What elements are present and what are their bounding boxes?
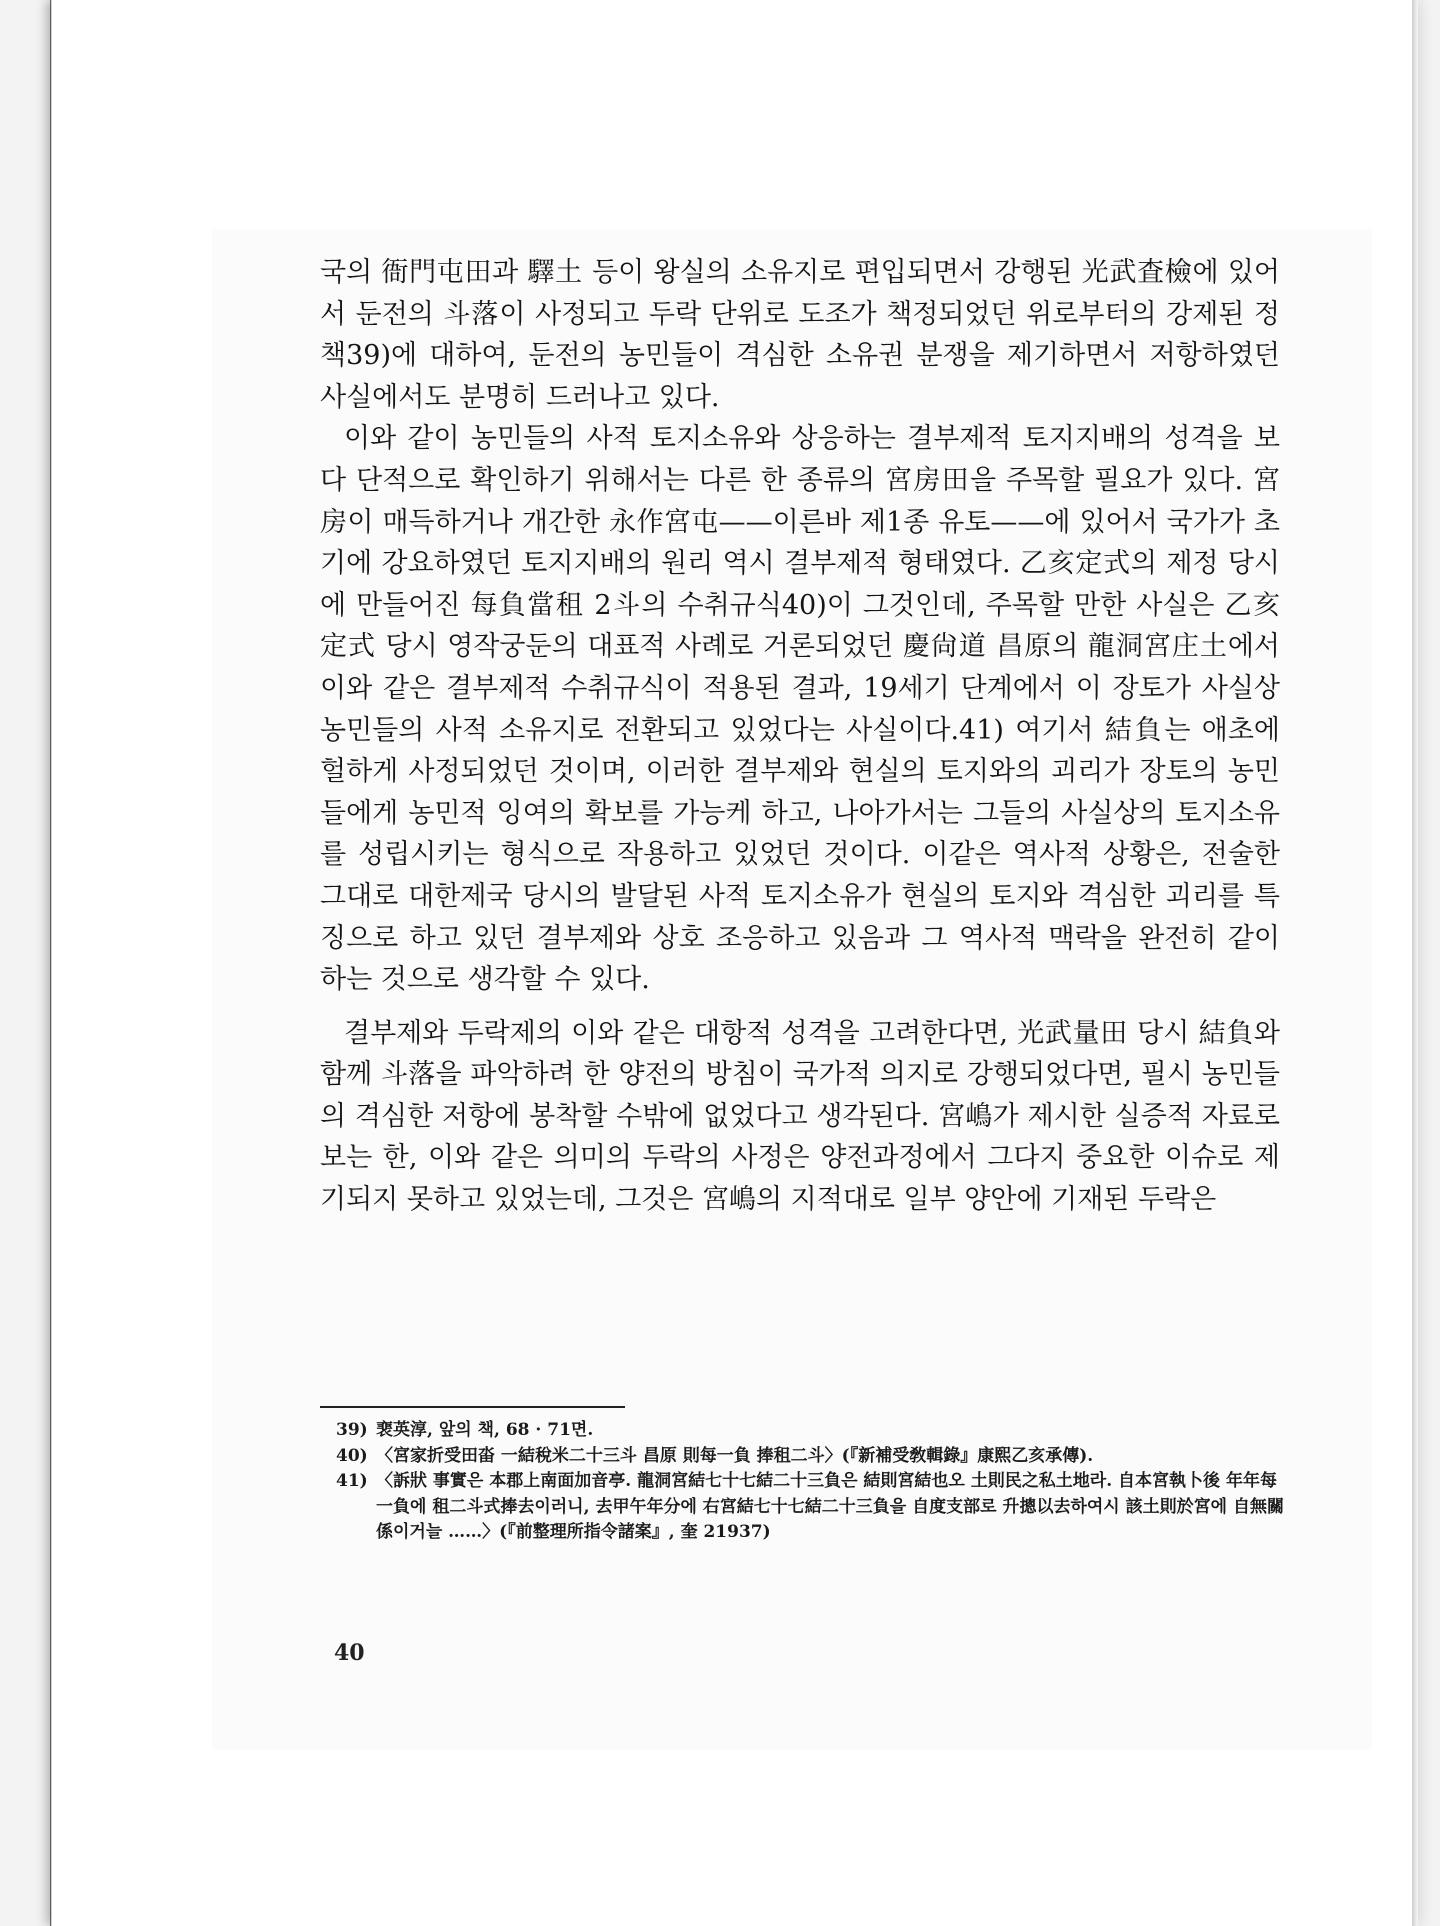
- footnote: [336, 1469, 1286, 1546]
- paragraph: 이와 같이 농민들의 사적 토지소유와 상응하는 결부제적 토지지배의 성격을 보다 단적으로 확인하기 위해서는 다른 한 종류의 宮房田을 주목할 필요가 있다. 宮房이 매득하거나 개간한 永作宮屯——이른바 제1종 유토——에 있어서 국가가 초기에 강요하였던 토지지배의 원리 역시 결부제적 형태였다. 乙亥定式의 제정 당시에 만들어진 每負當租 2斗의 수취규식40)이 그것인데, 주목할 만한 사실은 乙亥定式 당시 영작궁둔의 대표적 사례로 거론되었던 慶尙道 昌原의 龍洞宮庄土에서 이와 같은 결부제적 수취규식이 적용된 결과, 19세기 단계에서 이 장토가 사실상 농민들의 사적 소유지로 전환되고 있었다는 사실이다.41) 여기서 結負는 애초에 헐하게 사정되었던 것이며, 이러한 결부제와 현실의 토지와의 괴리가 장토의 농민들에게 농민적 잉여의 확보를 가능케 하고, 나아가서는 그들의 사실상의 토지소유를 성립시키는 형식으로 작용하고 있었던 것이다. 이같은 역사적 상황은, 전술한 그대로 대한제국 당시의 발달된 사적 토지소유가 현실의 토지와 격심한 괴리를 특징으로 하고 있던 결부제와 상호 조응하고 있음과 그 역사적 맥락을 완전히 같이 하는 것으로 생각할 수 있다.: [320, 423, 1280, 996]
- body-text: [320, 252, 1280, 1221]
- footnote-text: 裵英淳, 앞의 책, 68 · 71면.: [376, 1420, 594, 1440]
- footnote-divider: [320, 1406, 625, 1408]
- paragraph: 국의 衙門屯田과 驛土 등이 왕실의 소유지로 편입되면서 강행된 光武査檢에 있어서 둔전의 斗落이 사정되고 두락 단위로 도조가 책정되었던 위로부터의 강제된 정책39)에 대하여, 둔전의 농민들이 격심한 소유권 분쟁을 제기하면서 저항하였던 사실에서도 분명히 드러나고 있다.: [320, 257, 1280, 413]
- footnotes: [336, 1418, 1286, 1546]
- page-shadow-right: [1412, 0, 1418, 1926]
- footnote-text: 〈訴狀 事實은 本郡上南面加音亭. 龍洞宮結七十七結二十三負은 結則宮結也오 土則民之私土地라. 自本宮執卜後 年年每一負에 租二斗式捧去이러니, 去甲午年分에 右宮結七十七結二十三負을 自度支部로 升摠以去하여시 該土則於宮에 自無關係이거늘 ……〉(『前整理所指令諸案』, 奎 21937): [376, 1471, 1284, 1542]
- footnote: [336, 1418, 1286, 1444]
- paragraph: 결부제와 두락제의 이와 같은 대항적 성격을 고려한다면, 光武量田 당시 結負와 함께 斗落을 파악하려 한 양전의 방침이 국가적 의지로 강행되었다면, 필시 농민들의 격심한 저항에 봉착할 수밖에 없었다고 생각된다. 宮嶋가 제시한 실증적 자료로 보는 한, 이와 같은 의미의 두락의 사정은 양전과정에서 그다지 중요한 이슈로 제기되지 못하고 있었는데, 그것은 宮嶋의 지적대로 일부 양안에 기재된 두락은: [320, 1017, 1280, 1216]
- footnote-text: 〈宮家折受田畓 一結稅米二十三斗 昌原 則每一負 捧租二斗〉(『新補受敎輯錄』康熙乙亥承傳).: [376, 1445, 1094, 1466]
- page-number: 40: [334, 1640, 365, 1666]
- footnote-number: 40): [336, 1445, 368, 1466]
- footnote-number: 39): [336, 1420, 368, 1440]
- footnote-number: 41): [336, 1471, 368, 1491]
- footnote: [336, 1444, 1286, 1470]
